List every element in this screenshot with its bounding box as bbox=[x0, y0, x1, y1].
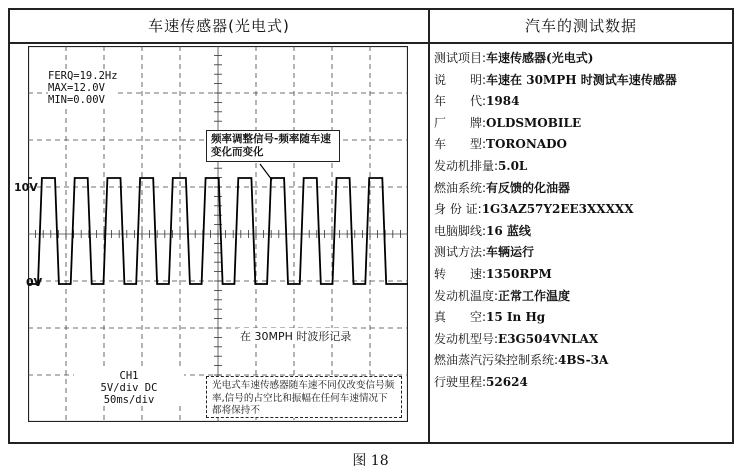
test-data-value: E3G504VNLAX bbox=[498, 331, 599, 346]
time-per-div: 50ms/div bbox=[103, 394, 155, 406]
test-data-list bbox=[434, 48, 730, 394]
test-data-value: 有反馈的化油器 bbox=[486, 180, 571, 195]
max-readout: MAX=12.0V bbox=[48, 82, 105, 94]
test-data-row bbox=[434, 264, 730, 286]
test-data-row bbox=[434, 156, 730, 178]
scope-panel-title: 车速传感器(光电式) bbox=[148, 17, 290, 35]
test-data-row bbox=[434, 113, 730, 135]
test-data-row bbox=[434, 350, 730, 372]
test-data-value: 16 蓝线 bbox=[486, 223, 531, 238]
test-data-label: 年 代: bbox=[434, 94, 487, 109]
test-data-value: 5.0L bbox=[498, 158, 528, 173]
header-divider bbox=[10, 42, 732, 44]
test-data-value: OLDSMOBILE bbox=[486, 115, 582, 130]
test-data-label: 转 速: bbox=[434, 266, 487, 281]
test-data-label: 电脑脚线: bbox=[434, 223, 487, 238]
test-data-row bbox=[434, 286, 730, 308]
channel-settings bbox=[74, 370, 184, 406]
test-data-value: 4BS-3A bbox=[558, 353, 609, 368]
test-data-label: 真 空: bbox=[434, 310, 487, 325]
test-data-value: 车速传感器(光电式) bbox=[486, 51, 594, 65]
sensor-note-box: 光电式车速传感器随车速不同仅改变信号频率,信号的占空比和振幅在任何车速情况下都将保持不 bbox=[206, 376, 402, 418]
test-data-label: 车 型: bbox=[434, 137, 487, 152]
test-data-row bbox=[434, 134, 730, 156]
test-data-row bbox=[434, 242, 730, 264]
test-data-row bbox=[434, 307, 730, 329]
test-data-value: 15 In Hg bbox=[486, 310, 546, 325]
test-data-value: 52624 bbox=[486, 374, 528, 389]
test-data-row bbox=[434, 199, 730, 221]
test-data-row bbox=[434, 221, 730, 243]
test-data-label: 说 明: bbox=[434, 72, 487, 87]
test-data-value: 1984 bbox=[486, 94, 520, 109]
volts-per-div: 5V/div DC bbox=[100, 382, 158, 394]
test-data-label: 测试项目: bbox=[434, 51, 487, 65]
figure-caption: 图 18 bbox=[352, 453, 389, 469]
test-data-row bbox=[434, 372, 730, 394]
panel-divider bbox=[428, 10, 430, 442]
frequency-callout: 频率调整信号-频率随车速变化而变化 bbox=[206, 130, 340, 162]
waveform-record-note: 在 30MPH 时波形记录 bbox=[240, 330, 352, 343]
test-data-label: 发动机温度: bbox=[434, 288, 499, 303]
test-data-value: 车速在 30MPH 时测试车速传感器 bbox=[486, 72, 677, 87]
level-10v-label: 10V bbox=[14, 181, 38, 194]
level-0v-label: 0V bbox=[26, 276, 43, 289]
channel-name: CH1 bbox=[119, 370, 139, 382]
test-data-label: 发动机排量: bbox=[434, 158, 499, 173]
test-data-value: 1350RPM bbox=[486, 266, 552, 281]
test-data-label: 燃油蒸汽污染控制系统: bbox=[434, 353, 559, 368]
test-data-label: 燃油系统: bbox=[434, 180, 487, 195]
test-data-label: 测试方法: bbox=[434, 245, 487, 260]
test-data-value: 正常工作温度 bbox=[498, 288, 571, 303]
test-data-row bbox=[434, 178, 730, 200]
test-data-value: TORONADO bbox=[486, 137, 567, 152]
min-readout: MIN=0.00V bbox=[48, 94, 105, 106]
test-data-row bbox=[434, 91, 730, 113]
test-data-row bbox=[434, 329, 730, 351]
frequency-readout: FERQ=19.2Hz bbox=[48, 70, 118, 82]
test-data-label: 发动机型号: bbox=[434, 331, 499, 346]
test-data-row bbox=[434, 70, 730, 92]
test-data-value: 1G3AZ57Y2EE3XXXXX bbox=[481, 202, 634, 217]
test-data-row bbox=[434, 48, 730, 70]
test-data-label: 身 份 证: bbox=[434, 202, 482, 217]
data-panel-title: 汽车的测试数据 bbox=[524, 17, 637, 35]
test-data-label: 行驶里程: bbox=[434, 374, 487, 389]
callout-pointer bbox=[260, 164, 272, 180]
test-data-label: 厂 牌: bbox=[434, 115, 487, 130]
test-data-value: 车辆运行 bbox=[486, 245, 535, 260]
scope-readout bbox=[48, 70, 118, 106]
